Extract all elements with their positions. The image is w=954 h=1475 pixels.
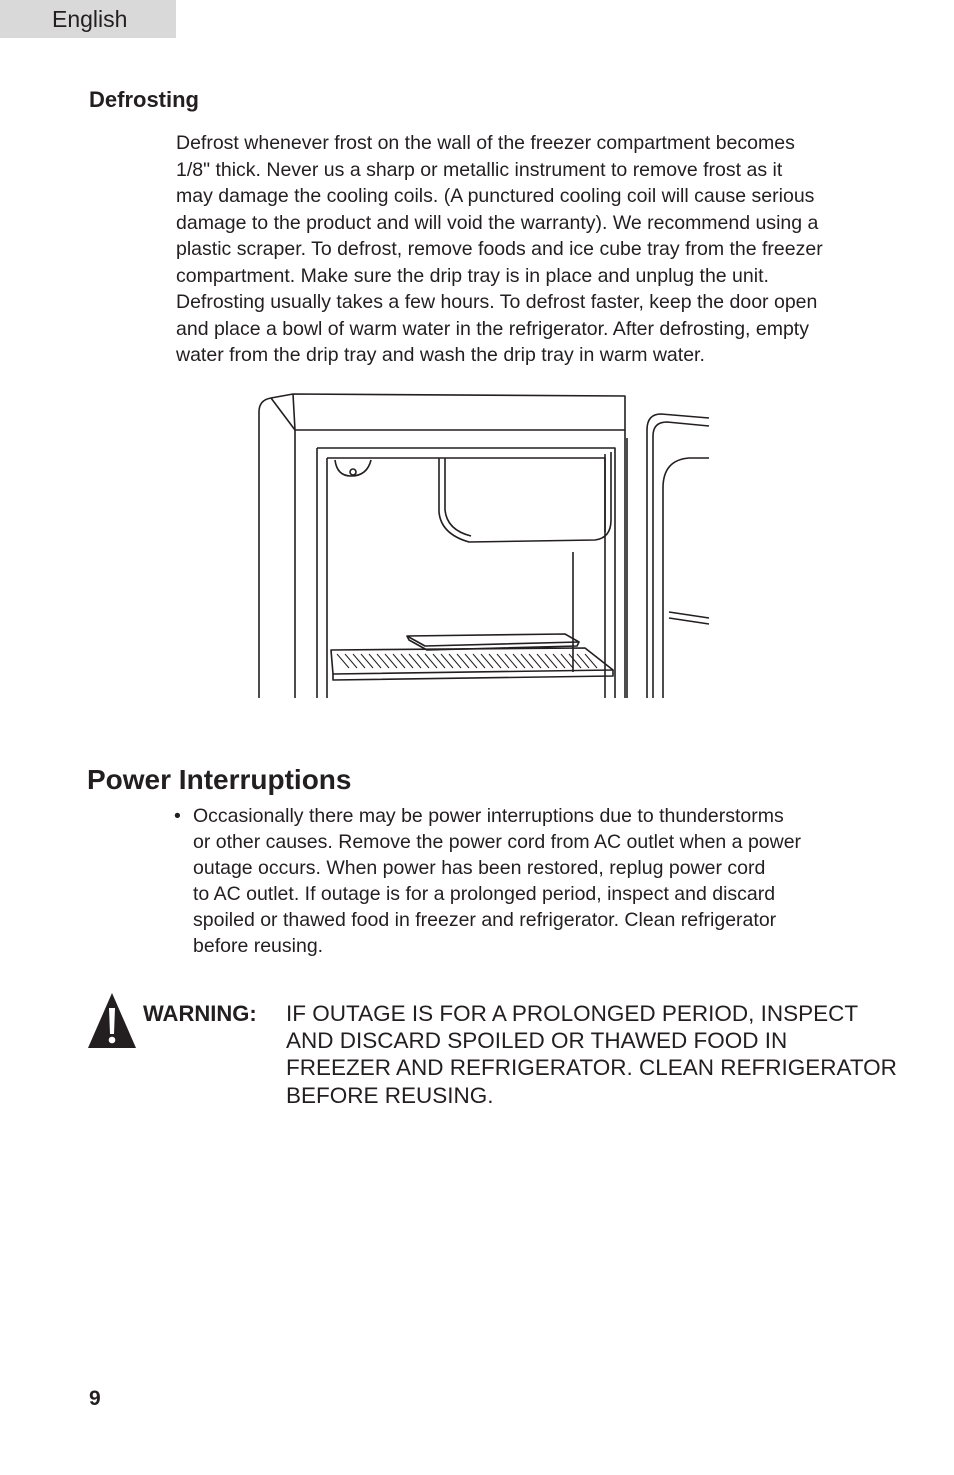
power-line: or other causes. Remove the power cord from AC outlet when a power [193, 831, 802, 853]
power-line: before reusing. [193, 935, 324, 957]
page-number: 9 [89, 1387, 101, 1410]
warning-line: BEFORE REUSING. [286, 1082, 494, 1108]
defrosting-line: may damage the cooling coils. (A punctured cooling coil will cause serious [176, 185, 815, 207]
bullet-icon: • [174, 805, 181, 827]
power-interruptions-list [174, 803, 894, 959]
defrosting-line: water from the drip tray and wash the drip tray in warm water. [176, 344, 705, 366]
warning-triangle-icon [87, 992, 137, 1049]
power-line: Occasionally there may be power interruptions due to thunderstorms [193, 805, 784, 827]
defrosting-line: Defrost whenever frost on the wall of the freezer compartment becomes [176, 132, 795, 154]
language-tab: English [0, 0, 176, 38]
defrosting-heading: Defrosting [89, 87, 199, 112]
power-interruptions-heading: Power Interruptions [87, 764, 352, 795]
defrosting-paragraph [176, 130, 876, 369]
warning-line: FREEZER AND REFRIGERATOR. CLEAN REFRIGERATOR [286, 1055, 897, 1081]
defrosting-line: damage to the product and will void the warranty). We recommend using a [176, 211, 819, 234]
defrosting-line: 1/8" thick. Never us a sharp or metallic instrument to remove frost as it [176, 158, 783, 181]
power-line: outage occurs. When power has been restored, replug power cord [193, 857, 766, 879]
power-line: spoiled or thawed food in freezer and refrigerator. Clean refrigerator [193, 909, 777, 931]
defrosting-line: Defrosting usually takes a few hours. To defrost faster, keep the door open [176, 291, 818, 313]
defrosting-line: and place a bowl of warm water in the refrigerator. After defrosting, empty [176, 317, 809, 340]
refrigerator-illustration [255, 392, 715, 702]
warning-line: IF OUTAGE IS FOR A PROLONGED PERIOD, INSPECT [286, 1001, 859, 1026]
defrosting-line: plastic scraper. To defrost, remove foods and ice cube tray from the freezer [176, 238, 823, 260]
warning-line: AND DISCARD SPOILED OR THAWED FOOD IN [286, 1028, 788, 1054]
warning-text [286, 1000, 906, 1109]
defrosting-line: compartment. Make sure the drip tray is in place and unplug the unit. [176, 264, 769, 287]
list-item [174, 803, 894, 959]
warning-label: WARNING: [143, 1001, 257, 1026]
power-line: to AC outlet. If outage is for a prolonged period, inspect and discard [193, 883, 776, 905]
